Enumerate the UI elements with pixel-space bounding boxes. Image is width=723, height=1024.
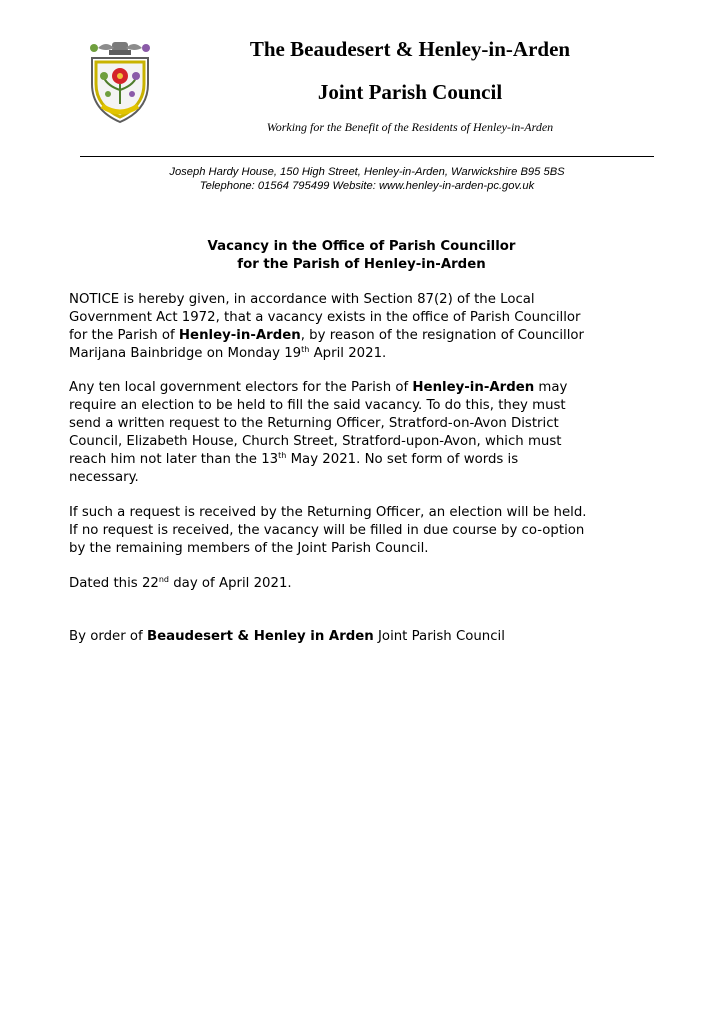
notice-heading <box>60 238 663 274</box>
text-span: , by reason of the resignation of Councillor <box>300 328 585 343</box>
notice-paragraph-1 <box>69 291 669 363</box>
header-divider <box>80 156 654 157</box>
council-name: Beaudesert & Henley in Arden <box>146 629 374 644</box>
paragraph-line <box>69 345 669 363</box>
notice-heading-line-2: for the Parish of Henley-in-Arden <box>237 257 486 272</box>
paragraph-line <box>69 575 669 593</box>
paragraph-line: Council, Elizabeth House, Church Street, Stratford-upon-Avon, which must <box>69 434 562 449</box>
paragraph-line: NOTICE is hereby given, in accordance with Section 87(2) of the Local <box>69 292 535 307</box>
council-tagline: Working for the Benefit of the Residents of Henley-in-Arden <box>266 120 554 134</box>
council-address: Joseph Hardy House, 150 High Street, Henley-in-Arden, Warwickshire B95 5BS <box>169 166 565 178</box>
ordinal-suffix: th <box>301 345 310 354</box>
text-span: for the Parish of <box>69 328 179 343</box>
paragraph-line: send a written request to the Returning Officer, Stratford-on-Avon District <box>69 416 559 431</box>
text-span: day of April 2021. <box>169 576 292 591</box>
paragraph-line <box>69 451 669 469</box>
notice-paragraph-2 <box>69 379 669 487</box>
paragraph-line <box>69 379 669 397</box>
text-span: reach him not later than the 13 <box>69 452 279 467</box>
council-crest-logo <box>84 38 156 126</box>
parish-name: Henley-in-Arden <box>412 380 535 395</box>
notice-heading-line-1: Vacancy in the Office of Parish Councillor <box>207 239 516 254</box>
parish-name: Henley-in-Arden <box>178 328 301 343</box>
text-span: By order of <box>69 629 147 644</box>
paragraph-line: by the remaining members of the Joint Parish Council. <box>69 541 429 556</box>
notice-signature <box>69 628 669 646</box>
text-span: May 2021. No set form of words is <box>286 452 519 467</box>
notice-paragraph-3 <box>69 504 669 558</box>
ordinal-suffix: th <box>278 451 287 460</box>
paragraph-line: necessary. <box>69 470 139 485</box>
paragraph-line: If such a request is received by the Returning Officer, an election will be held. <box>69 505 587 520</box>
paragraph-line: If no request is received, the vacancy will be filled in due course by co-option <box>69 523 585 538</box>
text-span: Any ten local government electors for the Parish of <box>69 380 413 395</box>
text-span: Dated this 22 <box>69 576 159 591</box>
council-contact: Telephone: 01564 795499 Website: www.henley-in-arden-pc.gov.uk <box>199 180 535 192</box>
text-span: April 2021. <box>309 346 387 361</box>
text-span: Marijana Bainbridge on Monday 19 <box>69 346 302 361</box>
paragraph-line <box>69 327 669 345</box>
paragraph-line: require an election to be held to fill the said vacancy. To do this, they must <box>69 398 566 413</box>
paragraph-line <box>69 628 669 646</box>
council-title-line-1: The Beaudesert & Henley-in-Arden <box>249 37 571 61</box>
crest-helmet <box>90 42 150 55</box>
text-span: may <box>534 380 568 395</box>
paragraph-line: Government Act 1972, that a vacancy exists in the office of Parish Councillor <box>69 310 581 325</box>
council-title-line-2: Joint Parish Council <box>317 80 503 104</box>
text-span: Joint Parish Council <box>373 629 505 644</box>
ordinal-suffix: nd <box>158 575 170 584</box>
notice-date <box>69 575 669 593</box>
